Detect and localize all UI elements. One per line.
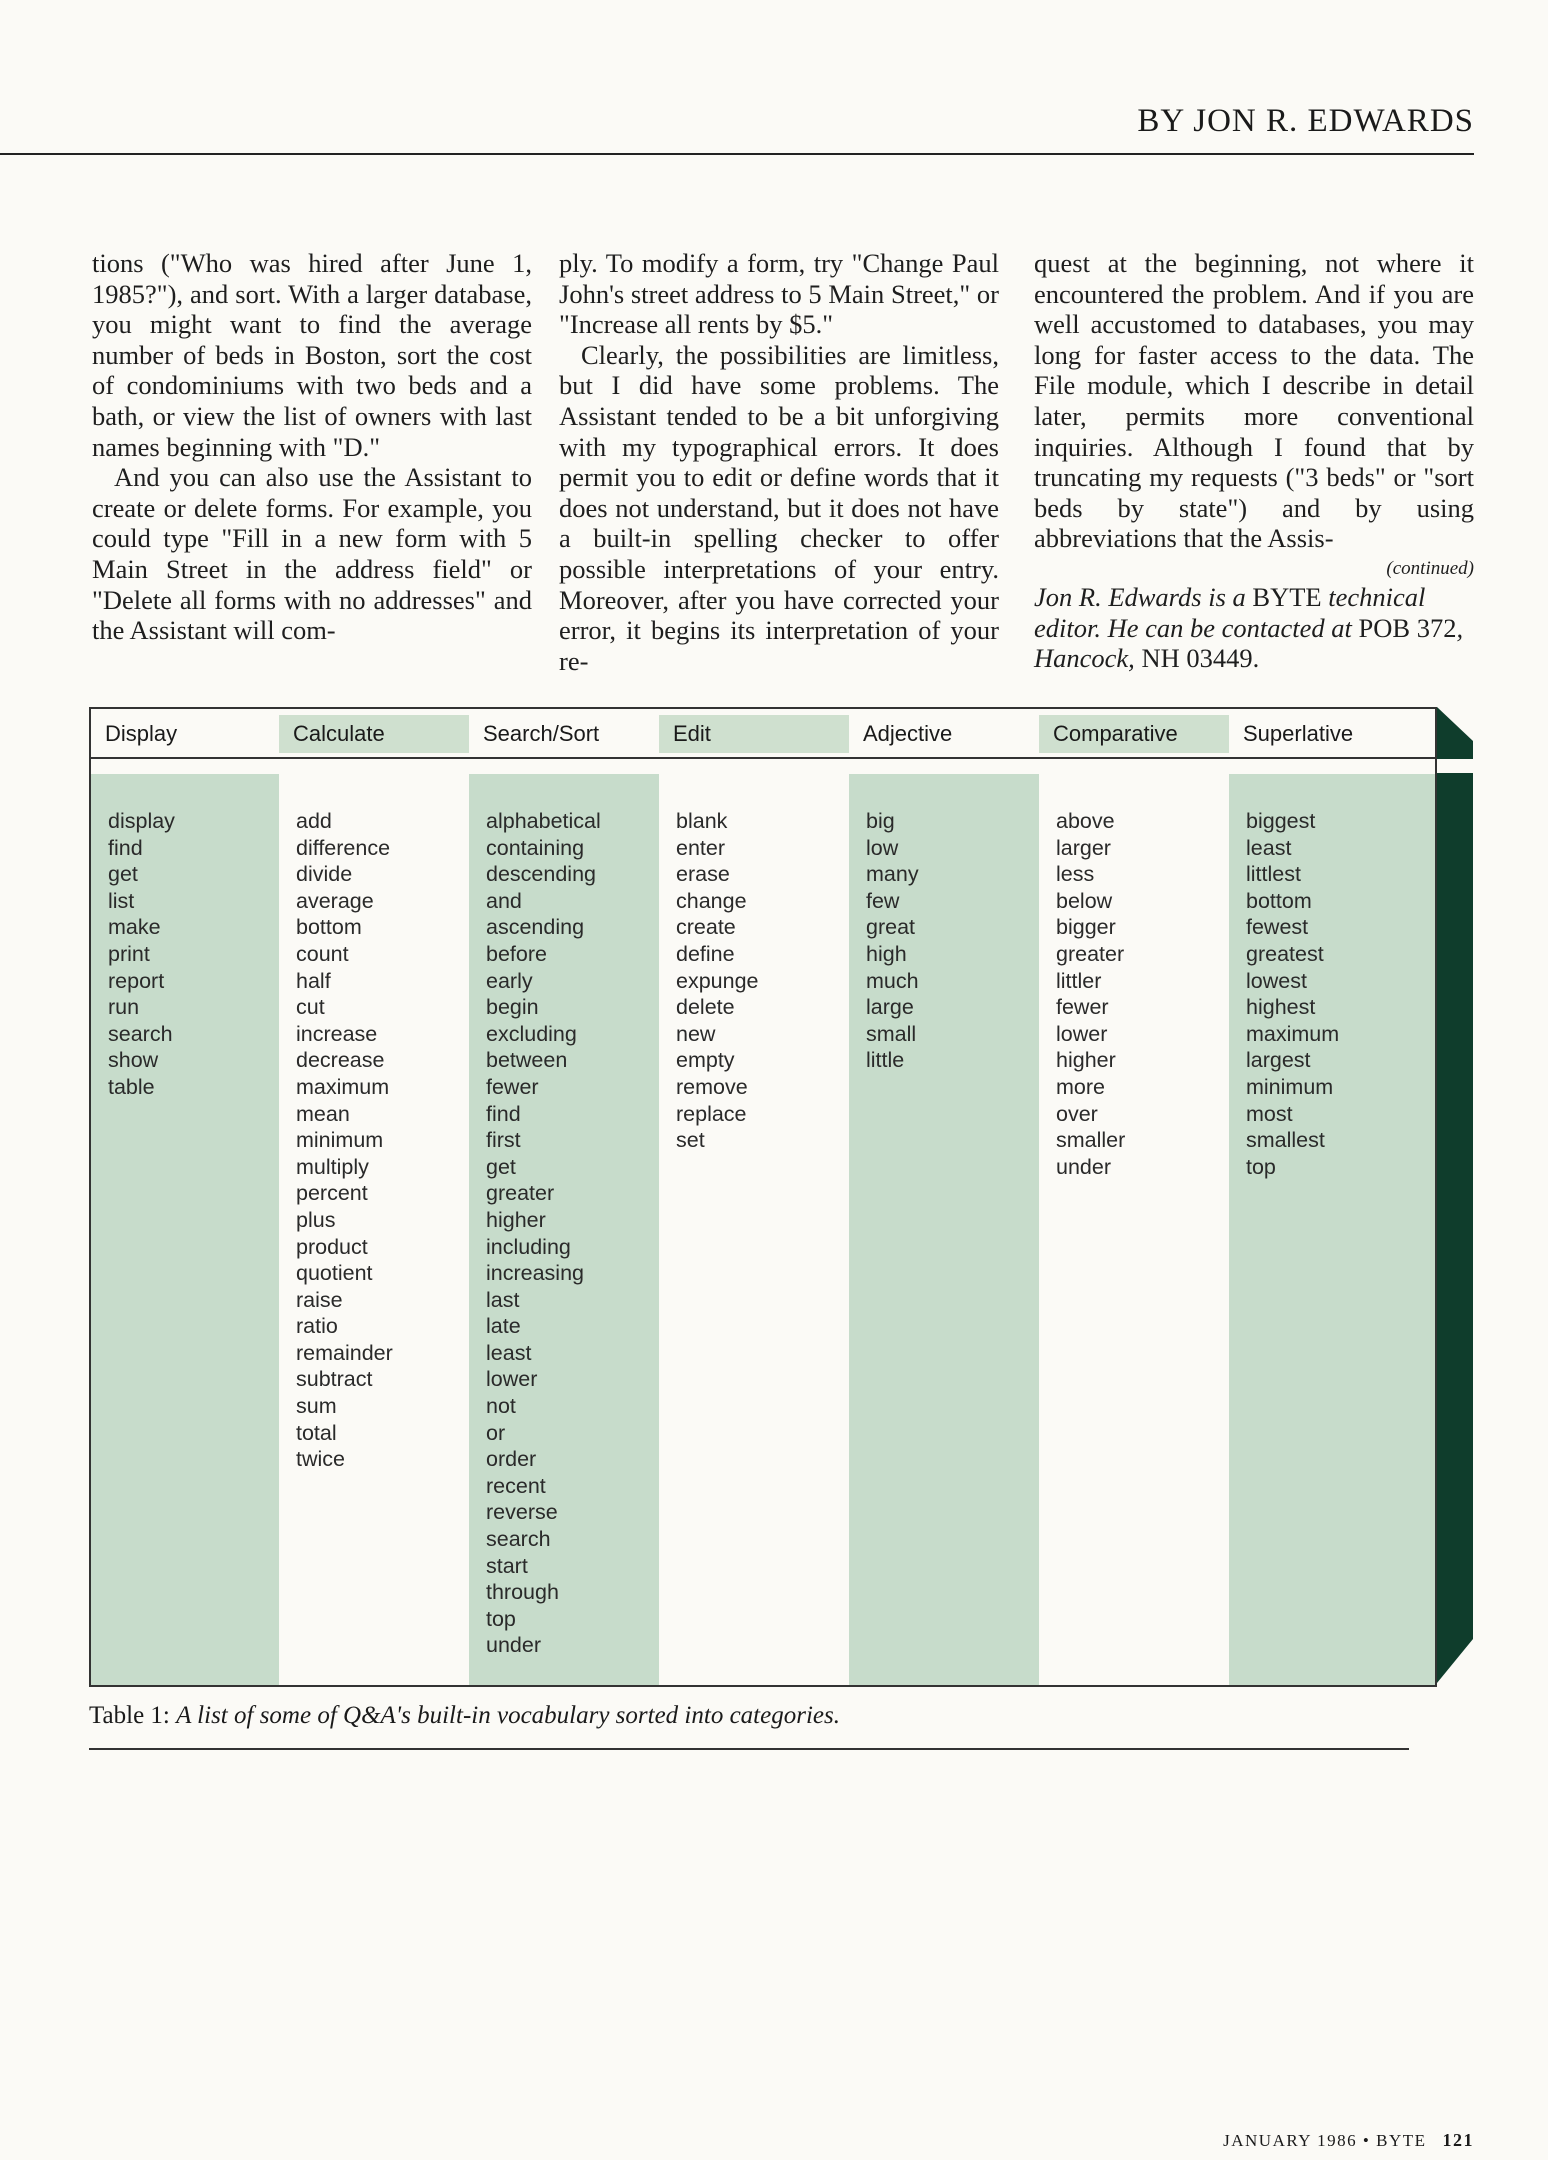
table-cell: higher	[486, 1207, 546, 1232]
bio-text: , Hancock,	[1034, 612, 1464, 674]
table-cell: average	[296, 888, 374, 913]
table-cell: display	[108, 809, 175, 833]
table-cell: largest	[1246, 1048, 1311, 1073]
header-rule	[0, 153, 1474, 155]
table-cell: product	[296, 1234, 368, 1259]
table-cell: alphabetical	[486, 809, 601, 833]
table-cell: and	[486, 888, 522, 913]
table-cell: multiply	[296, 1154, 369, 1179]
table-cell: order	[486, 1447, 537, 1472]
table-header-comparative: Comparative	[1039, 715, 1229, 753]
bio-address: POB 372	[1358, 612, 1457, 643]
table-cell: create	[676, 915, 736, 940]
table-cell: twice	[296, 1447, 345, 1472]
table-column-search-sort	[469, 774, 659, 1685]
table-cell: search	[108, 1021, 173, 1046]
table-cell: empty	[676, 1048, 735, 1073]
table-cell: minimum	[296, 1128, 384, 1153]
table-cell: containing	[486, 835, 585, 860]
table-cell: expunge	[676, 968, 759, 993]
table-cell: recent	[486, 1473, 546, 1498]
table-cell: greater	[1056, 941, 1125, 966]
table-cell: enter	[676, 835, 726, 860]
article-column-3	[1034, 248, 1474, 674]
table-column-edit	[659, 774, 849, 1685]
paragraph: tions ("Who was hired after June 1, 1985?"), and sort. With a larger database, you might want to find the average number of beds in Boston, sort the cost of condominiums with two beds and a bath, or view the list of owners with last names beginning with "D."	[92, 248, 532, 462]
table-cell: early	[486, 968, 533, 993]
table-cell: decrease	[296, 1048, 385, 1073]
table-cell: smaller	[1056, 1128, 1126, 1153]
paragraph: Clearly, the possibilities are limitless, but I did have some problems. The Assistant tended to be a bit unforgiving with my typographical errors. It does permit you to edit or define words that it does not understand, but it does not have a built-in spelling checker to offer possible interpretations of your entry. Moreover, after you have corrected your error, it begins its interpretation of your re-	[559, 339, 999, 676]
table-cell: delete	[676, 995, 735, 1020]
paragraph: ply. To modify a form, try "Change Paul John's street address to 5 Main Street," or "Increase all rents by $5."	[559, 248, 999, 340]
table-cell: greater	[486, 1181, 555, 1206]
table-cell: count	[296, 941, 349, 966]
table-cell: littler	[1056, 968, 1102, 993]
table-cell: remainder	[296, 1340, 393, 1365]
table-cell: more	[1056, 1074, 1105, 1099]
table-cell: define	[676, 941, 735, 966]
table-cell: lowest	[1246, 968, 1307, 993]
table-cell: find	[486, 1101, 521, 1126]
article-column-1	[92, 248, 532, 646]
table-cell: lower	[486, 1367, 538, 1392]
table-column-calculate	[279, 774, 469, 1685]
table-cell: fewest	[1246, 915, 1309, 940]
table-header-row	[91, 709, 1435, 759]
continued-note: (continued)	[1386, 557, 1474, 579]
table-cell: big	[866, 809, 895, 833]
table-cell: first	[486, 1128, 521, 1153]
table-cell: under	[486, 1633, 541, 1658]
table-cell: table	[108, 1074, 155, 1099]
table-cell: large	[866, 995, 914, 1020]
table-cell: get	[486, 1154, 516, 1179]
table-cell: much	[866, 968, 919, 993]
table-cell: find	[108, 835, 143, 860]
table-cell: show	[108, 1048, 159, 1073]
table-cell: quotient	[296, 1261, 373, 1286]
table-cell: subtract	[296, 1367, 373, 1392]
table-cell: high	[866, 941, 907, 966]
table-cell: descending	[486, 862, 596, 887]
table-cell: run	[108, 995, 140, 1020]
table-cell: or	[486, 1420, 506, 1445]
table-cell: report	[108, 968, 165, 993]
bio-state: NH 03449.	[1141, 643, 1260, 674]
table-cell: add	[296, 809, 332, 833]
table-cell: least	[1246, 835, 1292, 860]
table-cell: highest	[1246, 995, 1316, 1020]
table-cell: list	[108, 888, 135, 913]
table-cell: half	[296, 968, 331, 993]
table-cell: maximum	[1246, 1021, 1340, 1046]
table-cell: low	[866, 835, 899, 860]
table-cell: erase	[676, 862, 730, 887]
table-cell: higher	[1056, 1048, 1116, 1073]
table-cell: total	[296, 1420, 337, 1445]
byline: BY JON R. EDWARDS	[1137, 103, 1474, 139]
table-cell: top	[1246, 1154, 1276, 1179]
table-header-display: Display	[105, 721, 178, 746]
table-edge-tab	[1437, 707, 1473, 1687]
table-cell: set	[676, 1128, 705, 1153]
table-cell: minimum	[1246, 1074, 1334, 1099]
table-cell: search	[486, 1527, 551, 1552]
table-cell: make	[108, 915, 161, 940]
table-cell: littlest	[1246, 862, 1301, 887]
table-cell: few	[866, 888, 900, 913]
article-column-2	[559, 248, 999, 676]
table-cell: bigger	[1056, 915, 1116, 940]
table-cell: mean	[296, 1101, 350, 1126]
table-cell: not	[486, 1394, 516, 1419]
table-header-search-sort: Search/Sort	[483, 721, 600, 746]
paragraph: quest at the beginning, not where it encountered the problem. And if you are well accustomed to databases, you may long for faster access to the data. The File module, which I describe in detail later, permits more conventional inquiries. Although I found that by truncating my requests ("3 beds" or "sort beds by state") and by using abbreviations that the Assis-	[1034, 248, 1474, 554]
table-cell: late	[486, 1314, 521, 1339]
table-cell: increase	[296, 1021, 378, 1046]
table-cell: excluding	[486, 1021, 577, 1046]
table-cell: small	[866, 1021, 917, 1046]
table-cell: fewer	[486, 1074, 539, 1099]
bio-text: technical editor. He can be contacted at	[1034, 581, 1426, 643]
table-cell: biggest	[1246, 809, 1316, 833]
table-column-adjective	[849, 774, 1039, 1685]
table-cell: including	[486, 1234, 571, 1259]
table-cell: before	[486, 941, 547, 966]
vocabulary-table	[89, 707, 1437, 1687]
caption-text: A list of some of Q&A's built-in vocabulary sorted into categories.	[176, 1702, 840, 1729]
table-cell: through	[486, 1580, 559, 1605]
table-cell: replace	[676, 1101, 747, 1126]
table-cell: blank	[676, 809, 728, 833]
table-cell: difference	[296, 835, 391, 860]
table-cell: larger	[1056, 835, 1111, 860]
table-cell: fewer	[1056, 995, 1109, 1020]
table-cell: smallest	[1246, 1128, 1325, 1153]
table-cell: begin	[486, 995, 539, 1020]
table-cell: above	[1056, 809, 1115, 833]
table-cell: little	[866, 1048, 905, 1073]
table-cell: print	[108, 941, 150, 966]
table-header-superlative: Superlative	[1243, 721, 1354, 746]
table-column-display	[91, 774, 279, 1685]
table-cell: less	[1056, 862, 1095, 887]
table-column-comparative	[1039, 774, 1229, 1685]
author-bio	[1034, 582, 1474, 674]
table-cell: between	[486, 1048, 568, 1073]
table-cell: below	[1056, 888, 1113, 913]
table-cell: last	[486, 1287, 520, 1312]
table-cell: sum	[296, 1394, 337, 1419]
table-cell: percent	[296, 1181, 368, 1206]
table-cell: raise	[296, 1287, 343, 1312]
table-cell: remove	[676, 1074, 748, 1099]
table-cell: maximum	[296, 1074, 390, 1099]
table-header-adjective: Adjective	[863, 721, 953, 746]
table-cell: over	[1056, 1101, 1098, 1126]
table-cell: ratio	[296, 1314, 338, 1339]
table-cell: bottom	[296, 915, 362, 940]
caption-label: Table 1:	[89, 1702, 170, 1729]
table-cell: change	[676, 888, 747, 913]
paragraph: And you can also use the Assistant to create or delete forms. For example, you could type "Fill in a new form with 5 Main Street in the address field" or "Delete all forms with no addresses" and the Assistant will com-	[92, 462, 532, 646]
table-column-superlative	[1229, 774, 1435, 1685]
table-cell: increasing	[486, 1261, 584, 1286]
table-cell: many	[866, 862, 919, 887]
table-cell: start	[486, 1553, 528, 1578]
table-cell: cut	[296, 995, 325, 1020]
bio-magazine: BYTE	[1252, 581, 1322, 612]
page-footer	[1223, 2130, 1474, 2151]
table-cell: least	[486, 1340, 532, 1365]
footer-issue: JANUARY 1986 • BYTE	[1223, 2131, 1427, 2150]
table-cell: greatest	[1246, 941, 1324, 966]
table-cell: reverse	[486, 1500, 558, 1525]
table-cell: top	[486, 1606, 516, 1631]
bio-text: Jon R. Edwards is a	[1034, 581, 1253, 612]
table-header-calculate: Calculate	[279, 715, 469, 753]
page-number: 121	[1442, 2130, 1474, 2150]
table-cell: divide	[296, 862, 353, 887]
table-cell: under	[1056, 1154, 1111, 1179]
table-cell: great	[866, 915, 916, 940]
table-cell: bottom	[1246, 888, 1312, 913]
table-header-edit: Edit	[659, 715, 849, 753]
table-cell: plus	[296, 1207, 336, 1232]
table-cell: ascending	[486, 915, 585, 940]
caption-rule	[89, 1748, 1409, 1750]
table-cell: lower	[1056, 1021, 1108, 1046]
table-cell: most	[1246, 1101, 1293, 1126]
table-caption	[89, 1702, 840, 1730]
table-cell: get	[108, 862, 138, 887]
table-cell: new	[676, 1021, 716, 1046]
